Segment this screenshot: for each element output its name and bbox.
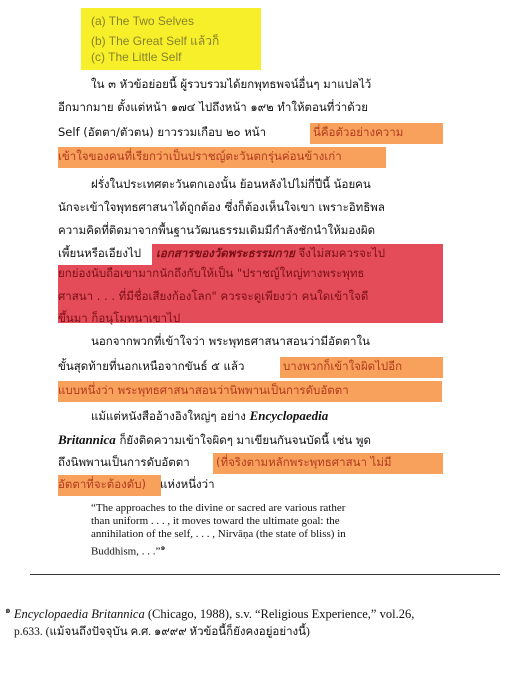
para2-line5: ยกย่องนับถือเขามากนักถึงกับให้เป็น "ปราชญ์ใหญ่ทางพระพุทธ (58, 266, 365, 280)
para2-line2: นักจะเข้าใจพุทธศาสนาได้ถูกต้อง ซึ่งก็ต้องเห็นใจเขา เพราะอิทธิพล (58, 200, 385, 214)
para2-doc-name: เอกสารของวัดพระธรรมกาย (156, 246, 295, 260)
para3-line2: ขั้นสุดท้ายที่นอกเหนือจากขันธ์ ๕ แล้ว (58, 359, 245, 373)
list-item-c: (c) The Little Self (91, 50, 182, 64)
para2-line3: ความคิดที่ติดมาจากพื้นฐานวัฒนธรรมเดิมมีกำลังชักนำให้มองผิด (58, 223, 376, 237)
quote-line1: “The approaches to the divine or sacred are various rather (91, 502, 346, 514)
para2-line4-rest: จึงไม่สมควรจะไป (294, 246, 386, 260)
para1-line1: ใน ๓ หัวข้อย่อยนี้ ผู้รวบรวมได้ยกพุทธพจน์อื่นๆ มาแปลไว้ (91, 77, 372, 91)
para1-line3 (58, 121, 266, 144)
para1-line3-highlight: นี่คือตัวอย่างความ (313, 125, 404, 139)
para4-line3: ถึงนิพพานเป็นการดับอัตตา (58, 455, 190, 469)
quote-line3: annihilation of the self, . . . , Nirvāṇa (the state of bliss) in (91, 528, 346, 540)
para1-line3-text: Self (อัตตา/ตัวตน) ยาวรวมเกือบ ๒๐ หน้า (58, 125, 267, 139)
quote-line4 (91, 541, 165, 559)
para2-line6: ศาสนา . . . ที่มีชื่อเสียงก้องโลก" ควรจะดูเพียงว่า คนใดเข้าใจดี (58, 289, 369, 303)
footnote-line1-text: (Chicago, 1988), s.v. “Religious Experience,” vol.26, (144, 607, 415, 622)
para3-line1: นอกจากพวกที่เข้าใจว่า พระพุทธศาสนาสอนว่ามีอัตตาใน (91, 334, 370, 348)
quote-line4-text: Buddhism, . . .” (91, 545, 161, 558)
para4-line1 (91, 404, 328, 428)
footnote-marker: ๑ (5, 605, 11, 615)
para4-line2-text: ก็ยังติดความเข้าใจผิดๆ มาเขียนกันจนบัดนี้ เช่น พูด (115, 433, 371, 447)
footnote-line1 (5, 600, 414, 624)
para1-line4: เข้าใจของคนที่เรียกว่าเป็นปราชญ์ตะวันตกรุ่นค่อนข้างเก่า (58, 149, 342, 163)
footnote-line2: p.633. (แม้จนถึงปัจจุบัน ค.ศ. ๑๙๙๙ หัวข้อนี้ก็ยังคงอยู่อย่างนี้) (14, 626, 310, 638)
para3-line3: แบบหนึ่งว่า พระพุทธศาสนาสอนว่านิพพานเป็นการดับอัตตา (58, 383, 349, 397)
para4-line4-highlight: อัตตาที่จะต้องดับ) (58, 477, 147, 491)
britannica-title: Britannica (58, 432, 116, 447)
encyclopaedia-title: Encyclopaedia (249, 408, 329, 423)
footnote-source-title: Encyclopaedia Britannica (13, 607, 145, 622)
footnote-divider (30, 574, 500, 575)
quote-line2: than uniform . . . , it moves toward the ultimate goal: the (91, 515, 340, 527)
para2-line1: ฝรั่งในประเทศตะวันตกเองนั้น ย้อนหลังไปไม่กี่ปีนี้ น้อยคน (91, 177, 371, 191)
para3-line2-highlight: บางพวกก็เข้าใจผิดไปอีก (283, 359, 403, 373)
para2-line4a: เพี้ยนหรือเอียงไป (58, 246, 142, 260)
para4-line1-text: แม้แต่หนังสืออ้างอิงใหญ่ๆ อย่าง (91, 409, 250, 423)
para4-line4: แห่งหนึ่งว่า (160, 477, 215, 491)
para1-line2: อีกมากมาย ตั้งแต่หน้า ๑๗๔ ไปถึงหน้า ๑๙๒ ทำให้ตอนที่ว่าด้วย (58, 100, 368, 114)
quote-footnote-marker: ๑ (160, 543, 166, 552)
para4-line3-highlight: (ที่จริงตามหลักพระพุทธศาสนา ไม่มี (216, 455, 392, 469)
para2-line7: ขึ้นมา ก็อนุโมทนาเขาไป (58, 311, 181, 325)
para4-line2 (58, 428, 371, 452)
list-item-a: (a) The Two Selves (91, 14, 194, 28)
list-item-b: (b) The Great Self แล้วก็ (91, 34, 220, 48)
